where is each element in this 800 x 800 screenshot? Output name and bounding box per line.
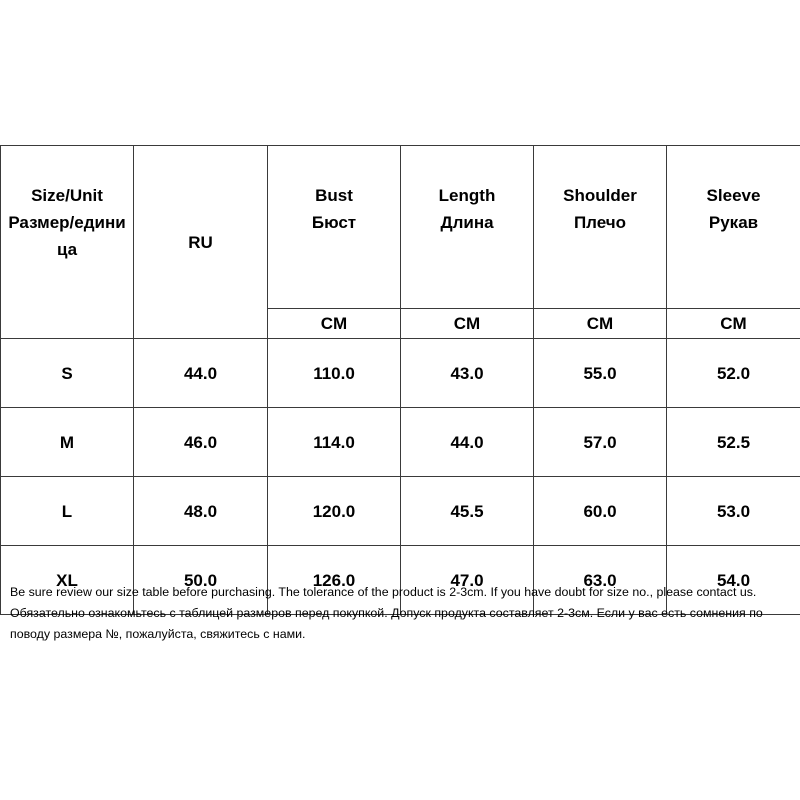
header-length-en: Length bbox=[438, 186, 496, 205]
cell-ru: 50.0 bbox=[134, 546, 268, 615]
header-size-unit-en: Size/Unit bbox=[31, 186, 103, 205]
unit-bust: CM bbox=[268, 309, 401, 339]
header-bust bbox=[268, 146, 401, 309]
note-english: Be sure review our size table before purchasing. The tolerance of the product is 2-3cm. If you have doubt for size no., please contact us. bbox=[10, 585, 757, 599]
cell-sleeve: 52.0 bbox=[667, 339, 800, 408]
size-note bbox=[10, 582, 792, 645]
size-table bbox=[0, 145, 800, 615]
header-size-unit-ru: Размер/едини bbox=[8, 213, 126, 232]
cell-bust: 110.0 bbox=[268, 339, 401, 408]
cell-shoulder: 60.0 bbox=[534, 477, 667, 546]
table-row bbox=[1, 339, 800, 408]
cell-sleeve: 54.0 bbox=[667, 546, 800, 615]
header-bust-ru: Бюст bbox=[311, 213, 357, 232]
header-ru bbox=[134, 146, 268, 339]
table-row bbox=[1, 477, 800, 546]
cell-ru: 46.0 bbox=[134, 408, 268, 477]
header-length-ru: Длина bbox=[440, 213, 494, 232]
table-row bbox=[1, 408, 800, 477]
cell-shoulder: 57.0 bbox=[534, 408, 667, 477]
header-size-unit-ru-cont: ца bbox=[56, 240, 78, 259]
header-length bbox=[401, 146, 534, 309]
header-shoulder bbox=[534, 146, 667, 309]
header-sleeve-en: Sleeve bbox=[706, 186, 761, 205]
cell-shoulder: 63.0 bbox=[534, 546, 667, 615]
unit-shoulder: CM bbox=[534, 309, 667, 339]
cell-shoulder: 55.0 bbox=[534, 339, 667, 408]
cell-size: XL bbox=[1, 546, 134, 615]
cell-size: M bbox=[1, 408, 134, 477]
cell-bust: 114.0 bbox=[268, 408, 401, 477]
header-bust-en: Bust bbox=[315, 186, 353, 205]
header-ru-label: RU bbox=[188, 232, 213, 252]
header-size-unit bbox=[1, 146, 134, 339]
cell-length: 44.0 bbox=[401, 408, 534, 477]
unit-sleeve: CM bbox=[667, 309, 800, 339]
header-row bbox=[1, 146, 800, 309]
cell-bust: 126.0 bbox=[268, 546, 401, 615]
note-russian: Обязательно ознакомьтесь с таблицей размеров перед покупкой. Допуск продукта составляет 2-3см. Если у вас есть сомнения по поводу размера №, пожалуйста, свяжитесь с нами. bbox=[10, 606, 763, 641]
cell-bust: 120.0 bbox=[268, 477, 401, 546]
cell-sleeve: 53.0 bbox=[667, 477, 800, 546]
cell-ru: 48.0 bbox=[134, 477, 268, 546]
cell-ru: 44.0 bbox=[134, 339, 268, 408]
header-sleeve-ru: Рукав bbox=[708, 213, 759, 232]
header-shoulder-en: Shoulder bbox=[563, 186, 637, 205]
cell-sleeve: 52.5 bbox=[667, 408, 800, 477]
cell-length: 45.5 bbox=[401, 477, 534, 546]
cell-size: L bbox=[1, 477, 134, 546]
header-shoulder-ru: Плечо bbox=[573, 213, 627, 232]
cell-size: S bbox=[1, 339, 134, 408]
header-sleeve bbox=[667, 146, 800, 309]
cell-length: 43.0 bbox=[401, 339, 534, 408]
cell-length: 47.0 bbox=[401, 546, 534, 615]
unit-length: CM bbox=[401, 309, 534, 339]
